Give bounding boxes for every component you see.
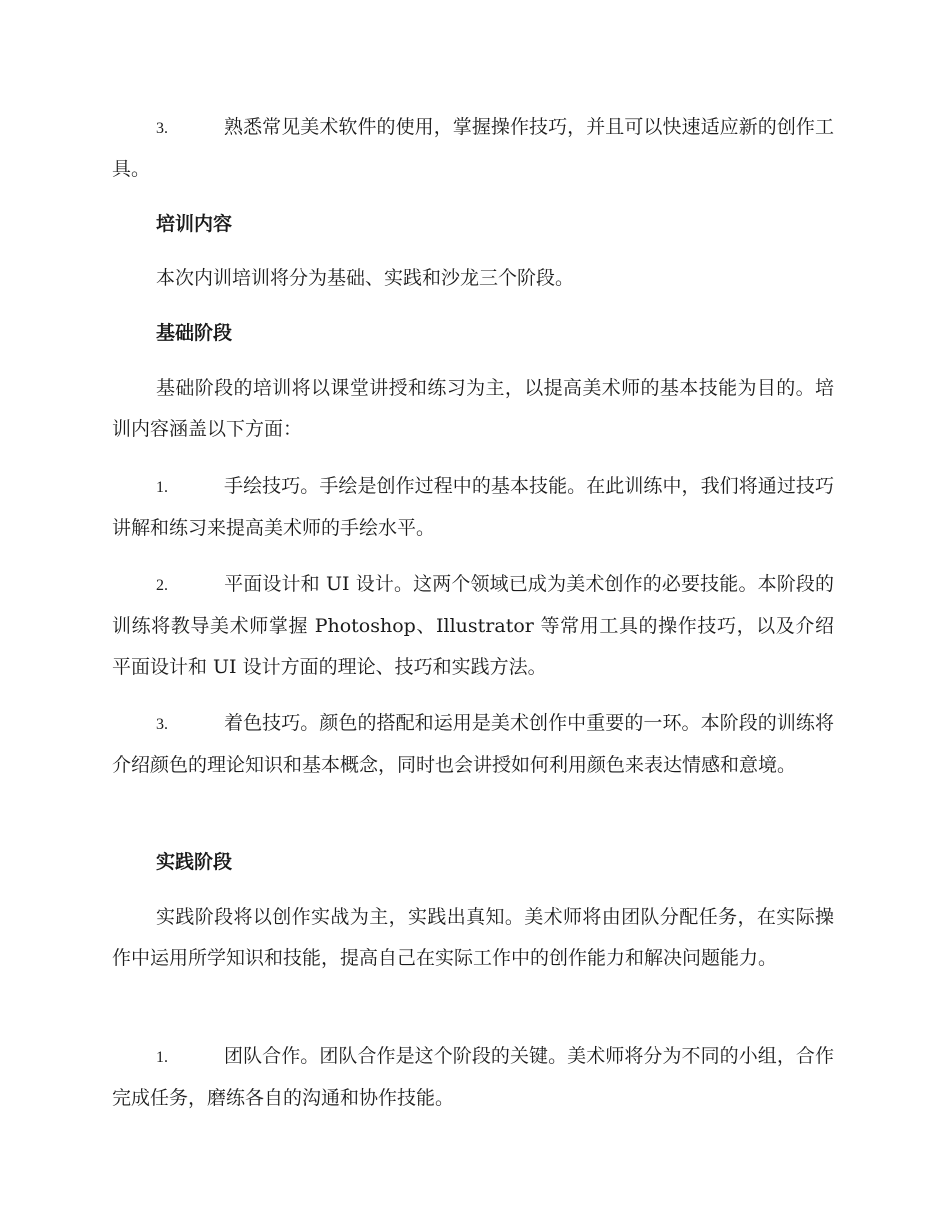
list-number: 3.	[156, 120, 168, 137]
list-item-text: 团队合作。团队合作是这个阶段的关键。美术师将分为不同的小组，合作完成任务，磨练各自的沟通和协作技能。	[112, 1045, 834, 1109]
list-number: 1.	[156, 479, 168, 496]
list-item-text: 熟悉常见美术软件的使用，掌握操作技巧，并且可以快速适应新的创作工具。	[112, 116, 834, 180]
list-item	[112, 466, 834, 549]
list-number: 2.	[156, 577, 168, 594]
list-number: 3.	[156, 716, 168, 733]
list-item	[112, 107, 834, 190]
list-item	[112, 703, 834, 786]
section-heading: 实践阶段	[156, 851, 233, 873]
paragraph: 实践阶段将以创作实战为主，实践出真知。美术师将由团队分配任务，在实际操作中运用所学知识和技能，提高自己在实际工作中的创作能力和解决问题能力。	[112, 906, 834, 969]
list-item	[112, 564, 834, 688]
list-item-text: 手绘技巧。手绘是创作过程中的基本技能。在此训练中，我们将通过技巧讲解和练习来提高美术师的手绘水平。	[112, 475, 834, 539]
section-heading: 基础阶段	[156, 322, 233, 344]
list-item-text: 着色技巧。颜色的搭配和运用是美术创作中重要的一环。本阶段的训练将介绍颜色的理论知识和基本概念，同时也会讲授如何利用颜色来表达情感和意境。	[112, 712, 834, 776]
list-item	[112, 1036, 834, 1119]
paragraph: 本次内训培训将分为基础、实践和沙龙三个阶段。	[156, 267, 575, 289]
list-number: 1.	[156, 1049, 168, 1066]
paragraph: 基础阶段的培训将以课堂讲授和练习为主，以提高美术师的基本技能为目的。培训内容涵盖以下方面：	[112, 377, 834, 440]
section-heading: 培训内容	[156, 213, 233, 235]
list-item-text: 平面设计和 UI 设计。这两个领域已成为美术创作的必要技能。本阶段的训练将教导美术师掌握 Photoshop、Illustrator 等常用工具的操作技巧，以及介绍平面设计和 UI 设计方面的理论、技巧和实践方法。	[112, 573, 834, 678]
